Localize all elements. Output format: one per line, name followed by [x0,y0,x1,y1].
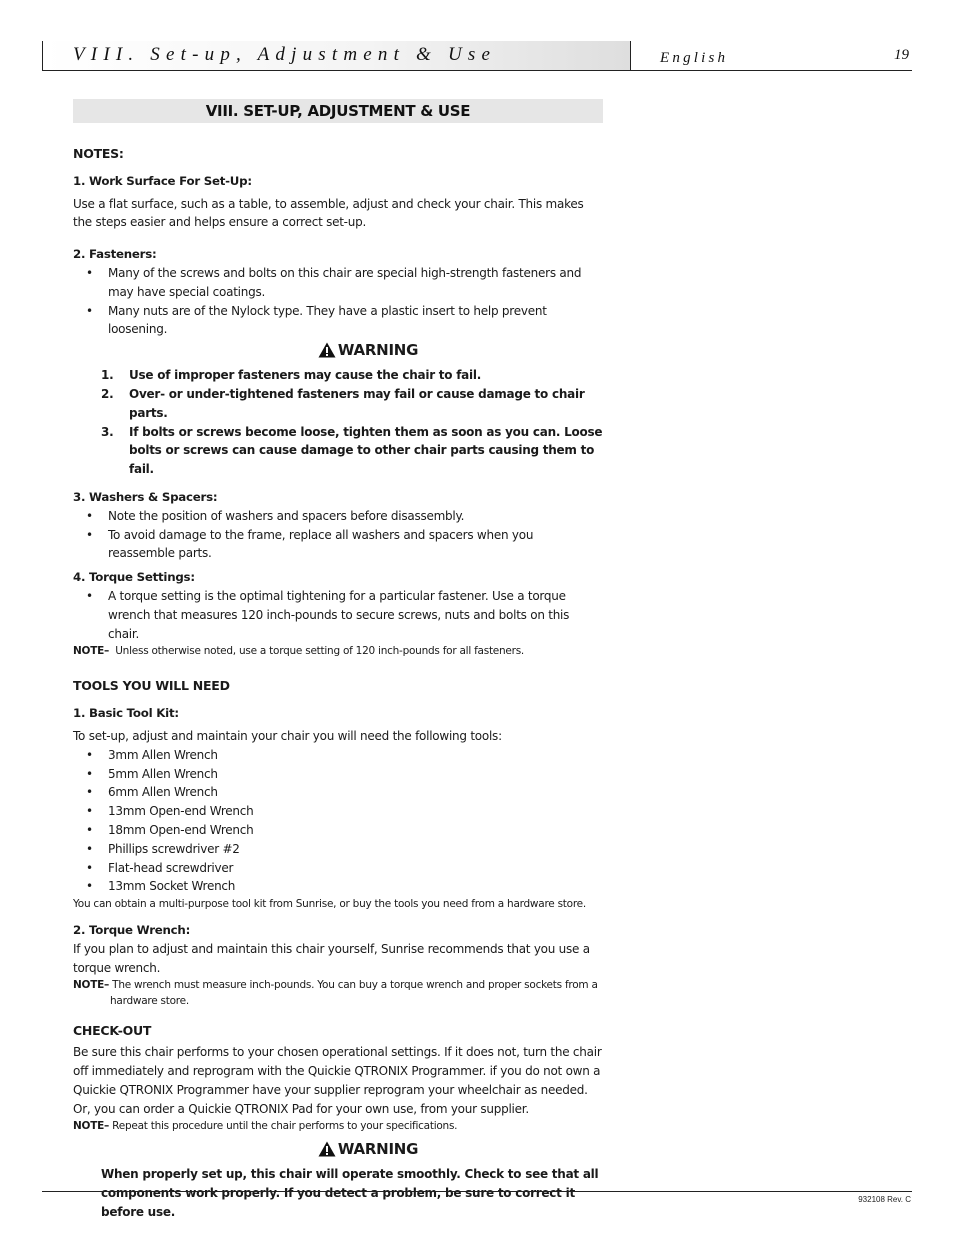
torque-settings-heading: 4. Torque Settings: [73,570,195,585]
work-surface-text: Use a flat surface, such as a table, to assemble, adjust and check your chair. This makes the steps easier and helps ensure a correct set-up. [73,196,584,230]
tool-item: • 18mm Open-end Wrench [73,821,603,840]
tool-item: • 13mm Open-end Wrench [73,802,603,821]
torque-wrench-note [73,977,603,1009]
note-label: NOTE– [73,1120,110,1133]
note-label: NOTE– [73,645,110,658]
tool-item: • 13mm Socket Wrench [73,877,603,896]
warning-item-text: Over- or under-tightened fasteners may fail or cause damage to chair parts. [129,386,585,420]
torque-settings-list [73,587,603,643]
tools-heading: TOOLS YOU WILL NEED [73,678,230,694]
warning-label: WARNING [337,341,419,360]
header-divider [630,41,631,71]
note-text: Unless otherwise noted, use a torque setting of 120 inch-pounds for all fasteners. [115,645,525,658]
warning-item-text: If bolts or screws become loose, tighten them as soon as you can. Loose bolts or screws can cause damage to other chair parts causing them to fail. [129,424,603,477]
list-item: • Many of the screws and bolts on this chair are special high-strength fasteners and may have special coatings. [73,264,603,302]
tool-item: • 5mm Allen Wrench [73,765,603,784]
warning-heading [133,339,603,363]
page-number: 19 [894,47,909,63]
note-text: Repeat this procedure until the chair performs to your specifications. [112,1120,458,1133]
torque-wrench-heading: 2. Torque Wrench: [73,923,191,938]
checkout-text: Be sure this chair performs to your chosen operational settings. If it does not, turn the chair off immediately and reprogram with the Quickie QTRONIX Programmer. if you do not own a Quickie QTRONIX Programmer have your supplier reprogram your wheelchair as needed. Or, you can order a Quickie QTRONIX Pad for your own use, from your supplier. [73,1045,602,1116]
tool-list [73,746,603,896]
warning-triangle-icon [318,1141,336,1157]
tool-kit-footnote: You can obtain a multi-purpose tool kit from Sunrise, or buy the tools you need from a hardware store. [73,898,586,911]
list-item: • To avoid damage to the frame, replace all washers and spacers when you reassemble parts. [73,526,603,564]
section-title: VIII. SET-UP, ADJUSTMENT & USE [205,102,471,120]
fasteners-list [73,264,603,339]
header-rule [42,70,912,71]
final-warning-text: When properly set up, this chair will operate smoothly. Check to see that all components work properly. If you detect a problem, be sure to correct it before use. [101,1167,599,1220]
warning-heading [133,1138,603,1162]
warning-item [73,366,603,385]
warning-item [73,385,603,423]
warning-item-number: 1. [101,368,114,383]
notes-heading: NOTES: [73,146,124,161]
running-header-title: VIII. Set-up, Adjustment & Use [73,44,497,65]
tool-item: • Flat-head screwdriver [73,859,603,878]
note-label: NOTE– [73,979,110,992]
warning-item-number: 2. [101,386,114,401]
section-title-bar [73,99,603,123]
basic-tool-kit-heading: 1. Basic Tool Kit: [73,706,179,721]
list-item: • Many nuts are of the Nylock type. They have a plastic insert to help prevent loosening. [73,302,603,340]
checkout-note [73,1118,603,1134]
list-item: • Note the position of washers and spacers before disassembly. [73,507,603,526]
fasteners-heading: 2. Fasteners: [73,247,157,262]
warning-item-text: Use of improper fasteners may cause the chair to fail. [129,368,482,383]
warning-triangle-icon [318,342,336,358]
washers-list [73,507,603,563]
tool-item: • Phillips screwdriver #2 [73,840,603,859]
warning-list [73,366,603,479]
footer-rule [42,1191,912,1192]
document-code: 932108 Rev. C [858,1195,911,1204]
tool-item: • 3mm Allen Wrench [73,746,603,765]
warning-item [73,423,603,479]
checkout-heading: CHECK-OUT [73,1023,152,1039]
running-header-language: English [660,50,729,66]
note-text: The wrench must measure inch-pounds. You can buy a torque wrench and proper sockets from a hardware store. [110,979,598,1008]
washers-heading: 3. Washers & Spacers: [73,489,218,504]
work-surface-heading: 1. Work Surface For Set-Up: [73,173,252,188]
warning-label: WARNING [337,1140,419,1159]
tool-item: • 6mm Allen Wrench [73,783,603,802]
basic-tool-kit-intro: To set-up, adjust and maintain your chair you will need the following tools: [73,728,502,743]
warning-item-number: 3. [101,424,114,439]
torque-note [73,643,603,659]
torque-wrench-text: If you plan to adjust and maintain this chair yourself, Sunrise recommends that you use a torque wrench. [73,941,590,975]
list-item: • A torque setting is the optimal tightening for a particular fastener. Use a torque wrench that measures 120 inch-pounds to secure screws, nuts and bolts on this chair. [73,587,603,643]
page-content [73,99,603,1222]
